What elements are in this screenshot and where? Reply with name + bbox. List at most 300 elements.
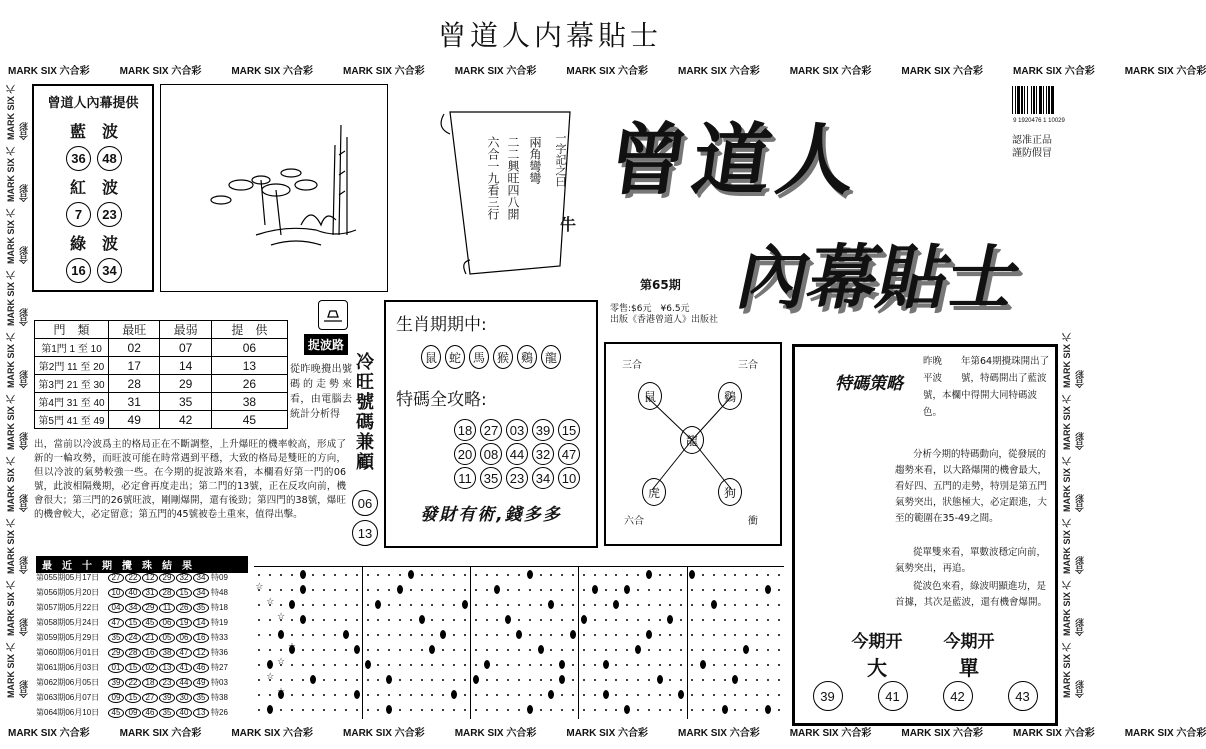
trend-grid-dot: [388, 634, 390, 636]
trend-grid-dot: [410, 604, 412, 606]
trend-special: 特19: [211, 618, 228, 627]
trend-grid-dot: [258, 679, 260, 681]
price-hk: $6元: [631, 304, 652, 314]
trend-grid-dot: [540, 604, 542, 606]
trend-grid-dot: [377, 634, 379, 636]
trend-grid-dot: [258, 664, 260, 666]
trend-hit-marker: [743, 645, 749, 654]
trend-grid-dot: [702, 709, 704, 711]
trend-grid-dot: [475, 574, 477, 576]
special-number: 47: [558, 443, 580, 465]
trend-grid-dot: [529, 589, 531, 591]
trend-grid-dot: [713, 574, 715, 576]
trend-grid-dot: [399, 679, 401, 681]
trend-ball: 41: [176, 663, 192, 673]
trend-grid-dot: [659, 649, 661, 651]
trend-grid-dot: [605, 709, 607, 711]
lotus-illustration: [161, 85, 387, 291]
trend-grid-dot: [615, 709, 617, 711]
strategy-title: 特碼策略: [835, 374, 903, 394]
special-number: 15: [558, 419, 580, 441]
trend-grid-dot: [745, 574, 747, 576]
wave-road-lead: 從昨晚攪出號碼的走勢來看，由電腦去統計分析得: [290, 364, 352, 420]
strategy-para-1: 分析今期的特碼動向，從發展的趨勢來看，以大路爆開的機會最大，看好四、五門的走勢，特別是第五門氣勢突出，狀態極大，必定跟進，大至的範圍在35-49之間。: [895, 449, 1048, 524]
trend-ball: 47: [108, 618, 124, 628]
trend-grid-dot: [648, 694, 650, 696]
brand-repeat-label: MARK SIX 六合彩: [1013, 727, 1095, 739]
trend-grid-dot: [345, 679, 347, 681]
trend-grid-dot: [626, 694, 628, 696]
trend-grid-dot: [475, 649, 477, 651]
trend-row-label: 第062期06月05日: [36, 678, 100, 687]
trend-grid-dot: [507, 664, 509, 666]
trend-hit-marker: [624, 585, 630, 594]
trend-grid-dot: [291, 709, 293, 711]
brand-repeat-label: MARK SIX 六合彩: [678, 65, 760, 77]
trend-grid-dot: [464, 694, 466, 696]
trend-hit-marker: [462, 600, 468, 609]
trend-grid-dot: [410, 694, 412, 696]
poem-title-line: 一字記之曰: [554, 132, 567, 187]
trend-grid-dot: [778, 604, 780, 606]
relation-label-bl: 六合: [624, 516, 644, 527]
trend-hit-marker: [700, 660, 706, 669]
trend-grid-dot: [767, 694, 769, 696]
trend-grid-dot: [691, 604, 693, 606]
trend-ball: 15: [125, 693, 141, 703]
trend-grid-dot: [550, 589, 552, 591]
brand-side-label: MARK SIX 六合彩: [6, 208, 29, 264]
trend-grid-dot: [421, 634, 423, 636]
trend-hit-marker: [765, 585, 771, 594]
trend-grid-dot: [323, 634, 325, 636]
trend-grid-dot: [421, 574, 423, 576]
trend-grid-dot: [507, 694, 509, 696]
trend-row: [36, 705, 254, 720]
trend-grid-dot: [486, 649, 488, 651]
trend-grid-dot: [745, 604, 747, 606]
trend-grid-dot: [475, 694, 477, 696]
door-label: 第5門 41 至 49: [35, 411, 109, 429]
trend-special: 特48: [211, 588, 228, 597]
trend-star-marker: ☆: [277, 687, 286, 697]
trend-special: 特27: [211, 663, 228, 672]
brand-repeat-label: MARK SIX 六合彩: [8, 65, 90, 77]
trend-grid-dot: [258, 634, 260, 636]
trend-grid-dot: [561, 619, 563, 621]
brand-repeat-label: MARK SIX 六合彩: [343, 727, 425, 739]
door-min: 07: [160, 339, 211, 357]
trend-grid-dot: [648, 604, 650, 606]
trend-grid-dot: [594, 679, 596, 681]
trend-grid-dot: [659, 589, 661, 591]
trend-grid-dot: [377, 679, 379, 681]
trend-ball: 45: [108, 708, 124, 718]
trend-grid-dot: [431, 679, 433, 681]
trend-grid-dot: [724, 619, 726, 621]
trend-grid-dot: [680, 574, 682, 576]
pick-number-3: 42: [943, 681, 973, 711]
trend-grid-dot: [377, 589, 379, 591]
trend-grid-dot: [507, 604, 509, 606]
trend-grid-dot: [431, 604, 433, 606]
trend-grid-dot: [323, 664, 325, 666]
trend-grid-dot: [453, 709, 455, 711]
trend-grid-dot: [745, 589, 747, 591]
wave-road-pick-1: 06: [352, 490, 378, 516]
trend-grid-dot: [637, 634, 639, 636]
trend-grid-dot: [767, 574, 769, 576]
trend-grid-dot: [724, 679, 726, 681]
trend-grid-dot: [691, 649, 693, 651]
relation-label-tr: 三合: [738, 360, 758, 371]
trend-row-label: 第061期06月03日: [36, 663, 100, 672]
trend-grid-dot: [334, 634, 336, 636]
trend-grid-dot: [669, 679, 671, 681]
trend-grid-dot: [399, 634, 401, 636]
pick-number-2: 41: [878, 681, 908, 711]
trend-hit-marker: [386, 675, 392, 684]
trend-grid-dot: [691, 589, 693, 591]
trend-grid-dot: [367, 694, 369, 696]
trend-grid-dot: [615, 649, 617, 651]
trend-ball: 10: [108, 588, 124, 598]
trend-grid-dot: [518, 604, 520, 606]
trend-grid-dot: [615, 634, 617, 636]
trend-grid-dot: [767, 664, 769, 666]
trend-grid-dot: [377, 709, 379, 711]
trend-grid-dot: [280, 574, 282, 576]
trend-grid-dot: [388, 694, 390, 696]
trend-hit-marker: [635, 645, 641, 654]
trend-row: [36, 600, 254, 615]
zodiac-animal: 鷄: [517, 345, 537, 369]
trend-grid-dot: [421, 709, 423, 711]
trend-row-label: 第056期05月20日: [36, 588, 100, 597]
trend-grid-dot: [648, 664, 650, 666]
trend-grid-dot: [507, 649, 509, 651]
brand-repeat-label: MARK SIX 六合彩: [343, 65, 425, 77]
trend-ball: 38: [159, 648, 175, 658]
trend-grid-dot: [323, 649, 325, 651]
top-brand-band: [0, 60, 1206, 78]
trend-ball: 44: [176, 678, 192, 688]
trend-grid-dot: [778, 589, 780, 591]
trend-grid-dot: [702, 694, 704, 696]
scroll-poem: [430, 106, 590, 280]
trend-grid-dot: [669, 649, 671, 651]
trend-grid-dot: [669, 709, 671, 711]
trend-star-marker: ☆: [266, 672, 275, 682]
trend-grid-dot: [475, 589, 477, 591]
green-number-2: 34: [97, 258, 122, 283]
trend-ball: 35: [193, 603, 209, 613]
door-max: 17: [109, 357, 160, 375]
trend-grid-dot: [507, 574, 509, 576]
special-number: 23: [506, 467, 528, 489]
trend-ball: 16: [193, 633, 209, 643]
trend-grid-dot: [605, 679, 607, 681]
trend-hit-marker: [375, 600, 381, 609]
trend-grid-dot: [529, 679, 531, 681]
trend-grid-dot: [291, 619, 293, 621]
trend-grid-dot: [669, 664, 671, 666]
zodiac-title: 生肖期期中:: [396, 315, 487, 335]
trend-grid-dot: [356, 664, 358, 666]
brand-side-label: MARK SIX 六合彩: [6, 270, 29, 326]
zodiac-animal: 馬: [469, 345, 489, 369]
trend-row: [36, 615, 254, 630]
trend-row-label: 第059期05月29日: [36, 633, 100, 642]
trend-hit-marker: [354, 645, 360, 654]
trend-ball: 30: [176, 693, 192, 703]
brand-repeat-label: MARK SIX 六合彩: [454, 727, 537, 739]
trend-grid-dot: [594, 709, 596, 711]
trend-grid-dot: [745, 694, 747, 696]
trend-grid-dot: [561, 709, 563, 711]
trend-grid-dot: [529, 634, 531, 636]
trend-grid-dot: [464, 634, 466, 636]
blue-wave-label: 藍 波: [70, 122, 119, 141]
brand-repeat-label: MARK SIX 六合彩: [566, 65, 649, 77]
trend-star-marker: ☆: [266, 597, 275, 607]
zodiac-footer: 發財有術,錢多多: [420, 505, 562, 525]
trend-ball: 12: [193, 648, 209, 658]
poem-line-3: 六合一九看三行: [486, 136, 500, 220]
trend-grid-dot: [367, 679, 369, 681]
trend-grid-dot: [518, 619, 520, 621]
trend-grid-dot: [421, 679, 423, 681]
trend-hit-marker: [548, 690, 554, 699]
publisher: 出版《香港曾道人》出版社: [610, 315, 719, 325]
door-tip: 26: [211, 375, 287, 393]
trend-ball: 21: [142, 633, 158, 643]
trend-row: [36, 570, 254, 585]
poem-line-1: 兩角彎彎: [528, 136, 542, 184]
trend-grid-dot: [550, 709, 552, 711]
trend-grid-dot: [475, 664, 477, 666]
trend-ball: 35: [159, 708, 175, 718]
trend-grid-dot: [529, 694, 531, 696]
brand-side-label: MARK SIX 六合彩: [1062, 518, 1085, 574]
trend-grid-dot: [594, 649, 596, 651]
trend-grid-dot: [421, 664, 423, 666]
trend-grid-dot: [637, 604, 639, 606]
trend-grid-dot: [767, 649, 769, 651]
relation-label-tl: 三合: [622, 360, 642, 371]
trend-grid-dot: [475, 619, 477, 621]
red-number-2: 23: [97, 202, 122, 227]
brand-repeat-label: MARK SIX 六合彩: [231, 727, 314, 739]
trend-ball: 12: [142, 573, 158, 583]
trend-grid-dot: [302, 664, 304, 666]
trend-special: 特38: [211, 693, 228, 702]
special-number: 11: [454, 467, 476, 489]
trend-grid-dot: [778, 679, 780, 681]
trend-grid-dot: [659, 574, 661, 576]
trend-grid-dot: [540, 619, 542, 621]
trend-ball: 40: [176, 708, 192, 718]
trend-grid-dot: [778, 619, 780, 621]
zodiac-animal: 猴: [493, 345, 513, 369]
trend-grid-dot: [410, 589, 412, 591]
trend-row: [36, 585, 254, 600]
door-tip: 06: [211, 339, 287, 357]
trend-grid-dot: [540, 634, 542, 636]
trend-grid-dot: [734, 574, 736, 576]
trend-ball: 39: [108, 678, 124, 688]
trend-grid-dot: [756, 589, 758, 591]
price-label: 零售:: [610, 304, 632, 314]
trend-grid-dot: [561, 634, 563, 636]
trend-grid-dot: [323, 589, 325, 591]
trend-ball: 34: [193, 573, 209, 583]
trend-grid-dot: [377, 664, 379, 666]
trend-row-label: 第064期06月10日: [36, 708, 100, 717]
trend-grid-dot: [561, 589, 563, 591]
strategy-box: [792, 344, 1058, 726]
trend-grid-dot: [421, 694, 423, 696]
trend-ball: 45: [142, 618, 158, 628]
trend-grid-dot: [680, 604, 682, 606]
trend-ball: 32: [176, 573, 192, 583]
trend-grid-dot: [345, 694, 347, 696]
trend-grid-dot: [507, 679, 509, 681]
trend-grid-dot: [334, 589, 336, 591]
trend-ball: 06: [159, 618, 175, 628]
trend-grid-dot: [518, 694, 520, 696]
trend-grid-dot: [442, 694, 444, 696]
door-header-category: 門 類: [35, 321, 109, 339]
trend-hit-marker: [559, 660, 565, 669]
trend-grid-dot: [540, 574, 542, 576]
trend-ball: 35: [108, 633, 124, 643]
brand-side-label: MARK SIX 六合彩: [1062, 456, 1085, 512]
trend-grid-dot: [659, 709, 661, 711]
trend-grid-dot: [410, 619, 412, 621]
brand-side-label: MARK SIX 六合彩: [6, 84, 29, 140]
big-small-value: 大: [867, 656, 887, 680]
trend-ball: 31: [142, 588, 158, 598]
trend-grid-dot: [778, 574, 780, 576]
trend-grid-dot: [496, 604, 498, 606]
trend-ball: 22: [125, 573, 141, 583]
trend-grid-dot: [583, 709, 585, 711]
trend-grid-dot: [669, 604, 671, 606]
trend-grid-dot: [356, 619, 358, 621]
trend-hit-marker: [548, 600, 554, 609]
brand-side-label: MARK SIX 六合彩: [1062, 580, 1085, 636]
trend-grid-dot: [583, 589, 585, 591]
trend-grid-dot: [399, 604, 401, 606]
trend-grid-dot: [648, 649, 650, 651]
trend-hit-marker: [538, 645, 544, 654]
trend-grid-dot: [431, 664, 433, 666]
trend-grid-dot: [669, 694, 671, 696]
trend-grid-dot: [356, 634, 358, 636]
trend-grid-dot: [626, 634, 628, 636]
door-label: 第3門 21 至 30: [35, 375, 109, 393]
trend-grid-dot: [745, 634, 747, 636]
trend-ball: 46: [142, 708, 158, 718]
poem-line-2: 二二興旺四八開: [506, 136, 520, 220]
trend-grid-dot: [529, 604, 531, 606]
trend-grid-dot: [572, 679, 574, 681]
trend-grid-dot: [334, 709, 336, 711]
trend-grid-dot: [486, 574, 488, 576]
trend-grid-dot: [594, 604, 596, 606]
zodiac-box: [384, 300, 598, 548]
brand-repeat-label: MARK SIX 六合彩: [789, 727, 872, 739]
brand-side-label: MARK SIX 六合彩: [6, 580, 29, 636]
trend-ball: 35: [193, 693, 209, 703]
trend-grid-dot: [550, 634, 552, 636]
trend-grid-dot: [583, 574, 585, 576]
trend-grid-dot: [680, 634, 682, 636]
trend-grid-dot: [572, 694, 574, 696]
trend-grid-dot: [572, 649, 574, 651]
trend-grid-dot: [637, 679, 639, 681]
trend-grid-dot: [540, 694, 542, 696]
trend-ball: 29: [108, 648, 124, 658]
trend-grid-dot: [312, 634, 314, 636]
trend-ball: 14: [193, 618, 209, 628]
relation-dragon: 龍: [680, 426, 704, 454]
trend-hit-marker: [365, 660, 371, 669]
trend-grid-dot: [302, 634, 304, 636]
trend-row: [36, 630, 254, 645]
door-min: 29: [160, 375, 211, 393]
trend-grid-dot: [269, 589, 271, 591]
trend-grid-dot: [702, 589, 704, 591]
trend-grid-dot: [745, 664, 747, 666]
trend-grid-dot: [269, 649, 271, 651]
trend-hit-marker: [689, 570, 695, 579]
relation-rat: 鼠: [638, 382, 662, 410]
trend-row-label: 第058期05月24日: [36, 618, 100, 627]
trend-grid-dot: [453, 589, 455, 591]
door-label: 第2門 11 至 20: [35, 357, 109, 375]
trend-grid-dot: [626, 619, 628, 621]
trend-grid-dot: [702, 619, 704, 621]
trend-grid-dot: [323, 574, 325, 576]
trend-grid-dot: [334, 664, 336, 666]
trend-grid-dot: [464, 679, 466, 681]
trend-grid-dot: [659, 694, 661, 696]
trend-ball: 24: [125, 633, 141, 643]
wave-box: [32, 84, 154, 292]
trend-grid-dot: [442, 589, 444, 591]
trend-grid-dot: [659, 664, 661, 666]
trend-grid-dot: [334, 619, 336, 621]
door-max: 28: [109, 375, 160, 393]
trend-grid-dot: [377, 694, 379, 696]
trend-hit-marker: [343, 630, 349, 639]
authentic-line-1: 認准正品: [1012, 135, 1052, 146]
trend-grid-dot: [583, 649, 585, 651]
door-min: 42: [160, 411, 211, 429]
trend-ball: 16: [142, 648, 158, 658]
trend-grid-dot: [258, 574, 260, 576]
trend-grid-dot: [680, 709, 682, 711]
trend-grid-dot: [496, 649, 498, 651]
trend-grid-dot: [659, 619, 661, 621]
trend-grid-dot: [529, 619, 531, 621]
barcode: [1010, 86, 1068, 124]
trend-grid-dot: [756, 709, 758, 711]
special-title: 特碼全攻略:: [396, 390, 487, 410]
right-brand-column: [1060, 330, 1085, 720]
